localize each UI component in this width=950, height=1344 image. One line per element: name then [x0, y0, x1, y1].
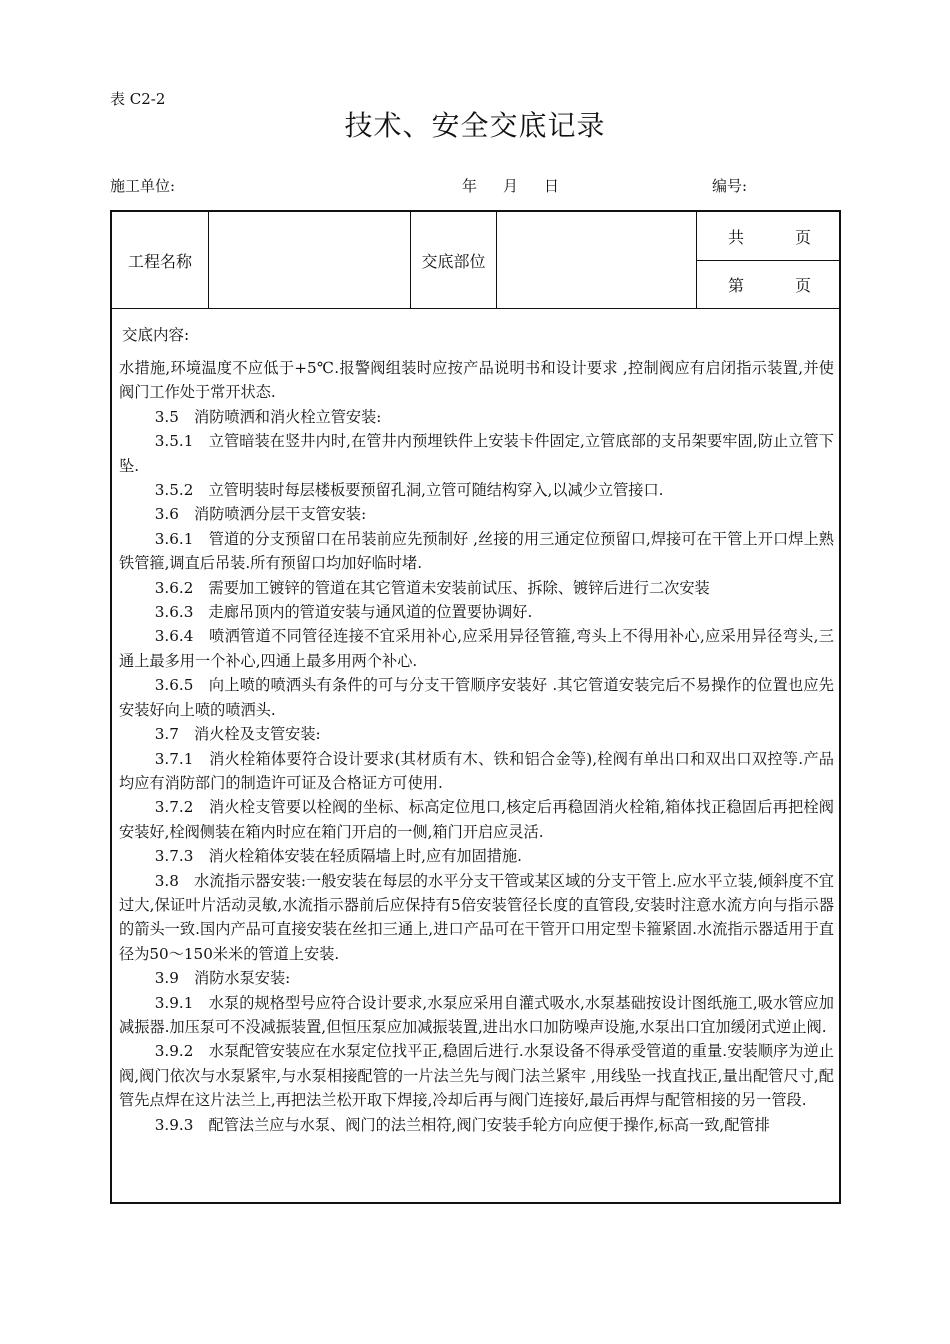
- page-title: 技术、安全交底记录: [344, 109, 606, 142]
- content-paragraph: 3.6.4 喷洒管道不同管径连接不宜采用补心,应采用异径管箍,弯头上不得用补心,应采用异径弯头,三通上最多用一个补心,四通上最多用两个补心.: [119, 627, 834, 670]
- record-number-label: 编号:: [712, 177, 748, 195]
- project-name-value: [209, 212, 411, 308]
- content-paragraph: 3.6.1 管道的分支预留口在吊装前应先预制好 ,丝接的用三通定位预留口,焊接可在干管上开口焊上熟铁管箍,调直后吊装.所有预留口均加好临时堵.: [119, 529, 834, 573]
- content-paragraph: 3.6.2 需要加工镀锌的管道在其它管道未安装前试压、拆除、镀锌后进行二次安装: [154, 578, 710, 597]
- content-paragraph: 3.6.3 走廊吊顶内的管道安装与通风道的位置要协调好.: [154, 603, 533, 622]
- total-pages-prefix: 共: [728, 227, 745, 247]
- total-pages-row: [697, 212, 839, 261]
- project-name-label: 工程名称: [112, 212, 209, 308]
- table-header-row: [112, 212, 839, 309]
- content-paragraph: 3.9 消防水泵安装:: [154, 969, 291, 988]
- form-code: 表 C2-2: [110, 90, 166, 108]
- disclosure-part-value: [497, 212, 697, 308]
- page-number-prefix: 第: [728, 275, 745, 295]
- content-paragraph: 3.9.3 配管法兰应与水泵、阀门的法兰相符,阀门安装手轮方向应便于操作,标高一致,配管排: [154, 1115, 770, 1134]
- content-paragraph: 3.9.1 水泵的规格型号应符合设计要求,水泵应采用自灌式吸水,水泵基础按设计图纸施工,吸水管应加减振器.加压泵可不没减振装置,但恒压泵应加减振装置,进出水口加防噪声设施,水泵出口宜加缓闭式逆止阀.: [119, 993, 834, 1036]
- record-table: [110, 210, 841, 1204]
- content-paragraph: 3.7.1 消火栓箱体要符合设计要求(其材质有木、铁和铝合金等),栓阀有单出口和双出口双控等.产品均应有消防部门的制造许可证及合格证方可使用.: [119, 749, 834, 792]
- page-number-suffix: 页: [795, 275, 812, 295]
- date-day-label: 日: [544, 177, 560, 195]
- date-month-label: 月: [503, 177, 519, 195]
- content-paragraph: 3.5.2 立管明装时每层楼板要预留孔洞,立管可随结构穿入,以减少立管接口.: [154, 481, 664, 500]
- content-paragraph: 3.5 消防喷洒和消火栓立管安装:: [154, 407, 382, 426]
- construction-unit-label: 施工单位:: [110, 177, 176, 195]
- page-count-cell: [697, 212, 839, 308]
- content-paragraph: 3.8 水流指示器安装:一般安装在每层的水平分支干管或某区域的分支干管上.应水平立装,倾斜度不宜过大,保证叶片活动灵敏,水流指示器前后应保持有5倍安装管径长度的直管段,安装时注意水流方向与指示器的箭头一致.国内产品可直接安装在丝扣三通上,进口产品可在干管开口用定型卡箍紧固.水流指示器适用于直径为50～150米米的管道上安装.: [119, 871, 834, 963]
- content-paragraph: 3.9.2 水泵配管安装应在水泵定位找平正,稳固后进行.水泵设备不得承受管道的重量.安装顺序为逆止阀,阀门依次与水泵紧牢,与水泵相接配管的一片法兰先与阀门法兰紧牢 ,用线坠一找直找正,量出配管尺寸,配管先点焊在这片法兰上,再把法兰松开取下焊接,冷却后再与阀门连接好,最后再焊与配管相接的另一管段.: [119, 1042, 834, 1110]
- content-paragraph: 3.7 消火栓及支管安装:: [154, 725, 321, 744]
- content-label: 交底内容:: [122, 326, 190, 344]
- disclosure-part-label: 交底部位: [411, 212, 497, 308]
- total-pages-suffix: 页: [795, 227, 812, 247]
- date-field: [462, 175, 585, 196]
- content-paragraph: 水措施,环境温度不应低于+5℃.报警阀组装时应按产品说明书和设计要求 ,控制阀应有启闭指示装置,并使阀门工作处于常开状态.: [119, 359, 834, 402]
- content-paragraph: 3.7.3 消火栓箱体安装在轻质隔墙上时,应有加固措施.: [154, 847, 522, 866]
- page-number-row: [697, 260, 839, 308]
- content-paragraph: 3.6 消防喷洒分层干支管安装:: [154, 505, 367, 524]
- content-paragraph: 3.7.2 消火栓支管要以栓阀的坐标、标高定位甩口,核定后再稳固消火栓箱,箱体找正稳固后再把栓阀安装好,栓阀侧装在箱内时应在箱门开启的一侧,箱门开启应灵活.: [119, 798, 834, 841]
- date-year-label: 年: [462, 177, 478, 195]
- content-body: [119, 356, 834, 1137]
- content-paragraph: 3.6.5 向上喷的喷洒头有条件的可与分支干管顺序安装好 .其它管道安装完后不易操作的位置也应先安装好向上喷的喷洒头.: [119, 676, 834, 719]
- content-paragraph: 3.5.1 立管暗装在竖井内时,在管井内预埋铁件上安装卡件固定,立管底部的支吊架要牢固,防止立管下坠.: [119, 432, 834, 475]
